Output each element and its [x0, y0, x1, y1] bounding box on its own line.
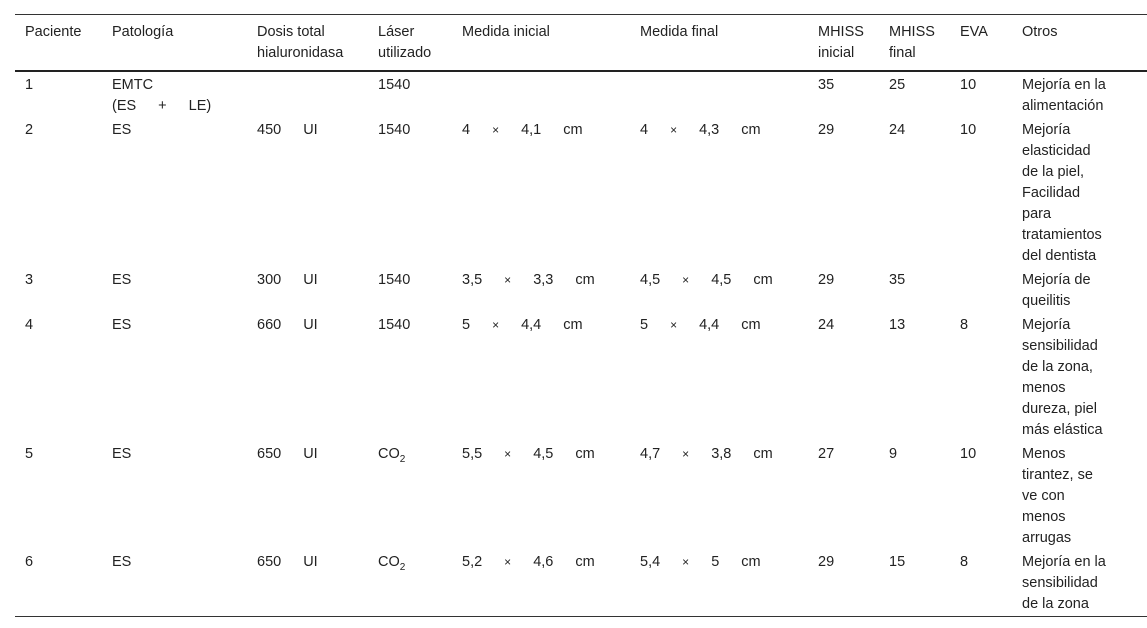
header-text: hialuronidasa [257, 45, 344, 61]
laser-subscript: 2 [399, 454, 406, 465]
otros-line: de la zona, [1022, 359, 1093, 375]
medida-inicial-unit: cm [575, 446, 595, 462]
cell-eva [950, 71, 1012, 118]
header-medida-final [630, 15, 808, 72]
medida-inicial-unit: cm [563, 122, 583, 138]
table-header [15, 15, 1147, 72]
mhiss-inicial-value: 24 [818, 317, 835, 333]
otros-line: Menos [1022, 446, 1066, 462]
patologia-value: ES [112, 272, 132, 288]
header-text: Otros [1022, 24, 1058, 40]
table-row [15, 313, 1147, 442]
otros-line: tirantez, se [1022, 467, 1093, 483]
header-text: MHISS [818, 24, 864, 40]
cell-mhiss-inicial [808, 71, 879, 118]
results-table [15, 14, 1147, 617]
otros-line: sensibilidad [1022, 575, 1098, 591]
table-row [15, 442, 1147, 550]
laser-value: 1540 [378, 272, 411, 288]
paciente-value: 1 [25, 77, 34, 93]
otros-line: Mejoría en la [1022, 554, 1106, 570]
header-patologia [102, 15, 247, 72]
cell-dosis [247, 268, 368, 313]
dosis-value: 650 [257, 446, 282, 462]
otros-line: menos [1022, 380, 1066, 396]
medida-final-a: 4,5 [640, 272, 661, 288]
paciente-value: 6 [25, 554, 34, 570]
cell-medida-inicial [452, 550, 630, 617]
cell-patologia [102, 71, 247, 118]
mhiss-final-value: 25 [889, 77, 906, 93]
cell-paciente [15, 71, 102, 118]
medida-final-unit: cm [741, 122, 761, 138]
header-text: Patología [112, 24, 174, 40]
header-text: MHISS [889, 24, 935, 40]
laser-value: 1540 [378, 317, 411, 333]
table-row [15, 71, 1147, 118]
times-sign: × [492, 123, 500, 137]
cell-medida-final [630, 313, 808, 442]
cell-medida-final [630, 118, 808, 268]
dosis-unit: UI [303, 272, 318, 288]
mhiss-final-value: 15 [889, 554, 906, 570]
cell-otros [1012, 71, 1147, 118]
medida-final-a: 5 [640, 317, 649, 333]
times-sign: × [670, 123, 678, 137]
mhiss-final-value: 9 [889, 446, 898, 462]
cell-patologia [102, 268, 247, 313]
mhiss-inicial-value: 29 [818, 122, 835, 138]
cell-otros [1012, 550, 1147, 617]
cell-laser [368, 71, 452, 118]
otros-line: arrugas [1022, 530, 1072, 546]
header-mhiss-inicial [808, 15, 879, 72]
cell-eva [950, 442, 1012, 550]
medida-final-a: 5,4 [640, 554, 661, 570]
eva-value: 10 [960, 122, 977, 138]
eva-value: 8 [960, 317, 969, 333]
medida-inicial-b: 4,1 [521, 122, 542, 138]
medida-final-unit: cm [753, 446, 773, 462]
patologia-part: LE) [188, 98, 212, 114]
cell-dosis [247, 442, 368, 550]
patologia-value: ES [112, 122, 132, 138]
cell-otros [1012, 268, 1147, 313]
medida-final-unit: cm [753, 272, 773, 288]
header-text: Láser [378, 24, 415, 40]
header-text: utilizado [378, 45, 432, 61]
medida-inicial-b: 4,4 [521, 317, 542, 333]
medida-inicial-unit: cm [575, 272, 595, 288]
cell-mhiss-inicial [808, 313, 879, 442]
otros-line: dureza, piel [1022, 401, 1097, 417]
medida-inicial-a: 3,5 [462, 272, 483, 288]
header-laser [368, 15, 452, 72]
cell-laser [368, 268, 452, 313]
medida-final-unit: cm [741, 317, 761, 333]
cell-medida-inicial [452, 313, 630, 442]
medida-final-unit: cm [741, 554, 761, 570]
medida-final-b: 4,4 [699, 317, 720, 333]
times-sign: × [682, 555, 690, 569]
table-row [15, 118, 1147, 268]
mhiss-inicial-value: 29 [818, 272, 835, 288]
cell-laser [368, 118, 452, 268]
cell-medida-inicial [452, 118, 630, 268]
paciente-value: 5 [25, 446, 34, 462]
cell-mhiss-inicial [808, 442, 879, 550]
patologia-part: (ES [112, 98, 137, 114]
mhiss-inicial-value: 27 [818, 446, 835, 462]
cell-patologia [102, 550, 247, 617]
paciente-value: 3 [25, 272, 34, 288]
otros-line: Facilidad [1022, 185, 1081, 201]
medida-inicial-unit: cm [575, 554, 595, 570]
laser-value: CO [378, 446, 400, 462]
cell-otros [1012, 313, 1147, 442]
cell-mhiss-final [879, 442, 950, 550]
medida-final-b: 5 [711, 554, 720, 570]
header-eva [950, 15, 1012, 72]
cell-laser [368, 442, 452, 550]
cell-dosis [247, 71, 368, 118]
cell-medida-final [630, 442, 808, 550]
otros-line: tratamientos [1022, 227, 1102, 243]
laser-value: 1540 [378, 77, 411, 93]
laser-value: 1540 [378, 122, 411, 138]
header-text: final [889, 45, 916, 61]
medida-final-a: 4,7 [640, 446, 661, 462]
dosis-value: 450 [257, 122, 282, 138]
results-table-container [15, 14, 1147, 617]
cell-mhiss-final [879, 550, 950, 617]
dosis-unit: UI [303, 554, 318, 570]
mhiss-final-value: 24 [889, 122, 906, 138]
dosis-unit: UI [303, 122, 318, 138]
medida-inicial-a: 5 [462, 317, 471, 333]
header-text: Paciente [25, 24, 82, 40]
cell-patologia [102, 442, 247, 550]
times-sign: × [504, 273, 512, 287]
mhiss-inicial-value: 35 [818, 77, 835, 93]
cell-medida-final [630, 550, 808, 617]
otros-line: Mejoría en la [1022, 77, 1106, 93]
header-text: Medida inicial [462, 24, 550, 40]
dosis-value: 650 [257, 554, 282, 570]
table-row [15, 550, 1147, 617]
paciente-value: 4 [25, 317, 34, 333]
medida-inicial-b: 4,6 [533, 554, 554, 570]
dosis-value: 300 [257, 272, 282, 288]
cell-paciente [15, 118, 102, 268]
cell-dosis [247, 118, 368, 268]
otros-line: para [1022, 206, 1052, 222]
medida-inicial-b: 3,3 [533, 272, 554, 288]
cell-mhiss-inicial [808, 118, 879, 268]
otros-line: alimentación [1022, 98, 1104, 114]
medida-inicial-b: 4,5 [533, 446, 554, 462]
medida-inicial-a: 5,2 [462, 554, 483, 570]
medida-final-b: 4,3 [699, 122, 720, 138]
cell-mhiss-inicial [808, 268, 879, 313]
paciente-value: 2 [25, 122, 34, 138]
cell-otros [1012, 118, 1147, 268]
eva-value: 10 [960, 77, 977, 93]
cell-mhiss-final [879, 71, 950, 118]
otros-line: elasticidad [1022, 143, 1091, 159]
table-row [15, 268, 1147, 313]
header-mhiss-final [879, 15, 950, 72]
patologia-value: ES [112, 554, 132, 570]
cell-paciente [15, 442, 102, 550]
header-medida-inicial [452, 15, 630, 72]
otros-line: menos [1022, 509, 1066, 525]
medida-final-a: 4 [640, 122, 649, 138]
patologia-value: EMTC [112, 77, 154, 93]
dosis-value: 660 [257, 317, 282, 333]
medida-inicial-unit: cm [563, 317, 583, 333]
mhiss-final-value: 13 [889, 317, 906, 333]
times-sign: × [492, 318, 500, 332]
cell-medida-final [630, 71, 808, 118]
otros-line: Mejoría [1022, 122, 1071, 138]
otros-line: queilitis [1022, 293, 1071, 309]
patologia-value: ES [112, 446, 132, 462]
cell-eva [950, 550, 1012, 617]
cell-laser [368, 550, 452, 617]
otros-line: más elástica [1022, 422, 1103, 438]
header-otros [1012, 15, 1147, 72]
cell-eva [950, 118, 1012, 268]
otros-line: Mejoría [1022, 317, 1071, 333]
cell-laser [368, 313, 452, 442]
header-row [15, 15, 1147, 72]
medida-inicial-a: 5,5 [462, 446, 483, 462]
cell-paciente [15, 550, 102, 617]
laser-value: CO [378, 554, 400, 570]
dosis-unit: UI [303, 317, 318, 333]
medida-inicial-a: 4 [462, 122, 471, 138]
patologia-part: + [158, 98, 167, 114]
medida-final-b: 3,8 [711, 446, 732, 462]
cell-dosis [247, 550, 368, 617]
cell-patologia [102, 118, 247, 268]
cell-mhiss-final [879, 313, 950, 442]
cell-dosis [247, 313, 368, 442]
header-text: Medida final [640, 24, 719, 40]
cell-mhiss-final [879, 268, 950, 313]
dosis-unit: UI [303, 446, 318, 462]
times-sign: × [504, 555, 512, 569]
cell-mhiss-inicial [808, 550, 879, 617]
times-sign: × [504, 447, 512, 461]
cell-medida-final [630, 268, 808, 313]
cell-medida-inicial [452, 442, 630, 550]
otros-line: del dentista [1022, 248, 1097, 264]
eva-value: 10 [960, 446, 977, 462]
cell-paciente [15, 313, 102, 442]
times-sign: × [682, 273, 690, 287]
times-sign: × [670, 318, 678, 332]
cell-patologia [102, 313, 247, 442]
header-dosis [247, 15, 368, 72]
header-paciente [15, 15, 102, 72]
cell-mhiss-final [879, 118, 950, 268]
cell-paciente [15, 268, 102, 313]
medida-final-b: 4,5 [711, 272, 732, 288]
times-sign: × [682, 447, 690, 461]
otros-line: Mejoría de [1022, 272, 1091, 288]
header-text: EVA [960, 24, 988, 40]
otros-line: ve con [1022, 488, 1065, 504]
otros-line: de la zona [1022, 596, 1089, 612]
otros-line: sensibilidad [1022, 338, 1098, 354]
cell-medida-inicial [452, 268, 630, 313]
cell-eva [950, 268, 1012, 313]
header-text: Dosis total [257, 24, 325, 40]
laser-subscript: 2 [399, 562, 406, 573]
patologia-value: ES [112, 317, 132, 333]
mhiss-inicial-value: 29 [818, 554, 835, 570]
table-body [15, 71, 1147, 617]
eva-value: 8 [960, 554, 969, 570]
cell-otros [1012, 442, 1147, 550]
header-text: inicial [818, 45, 855, 61]
cell-medida-inicial [452, 71, 630, 118]
mhiss-final-value: 35 [889, 272, 906, 288]
cell-eva [950, 313, 1012, 442]
otros-line: de la piel, [1022, 164, 1085, 180]
